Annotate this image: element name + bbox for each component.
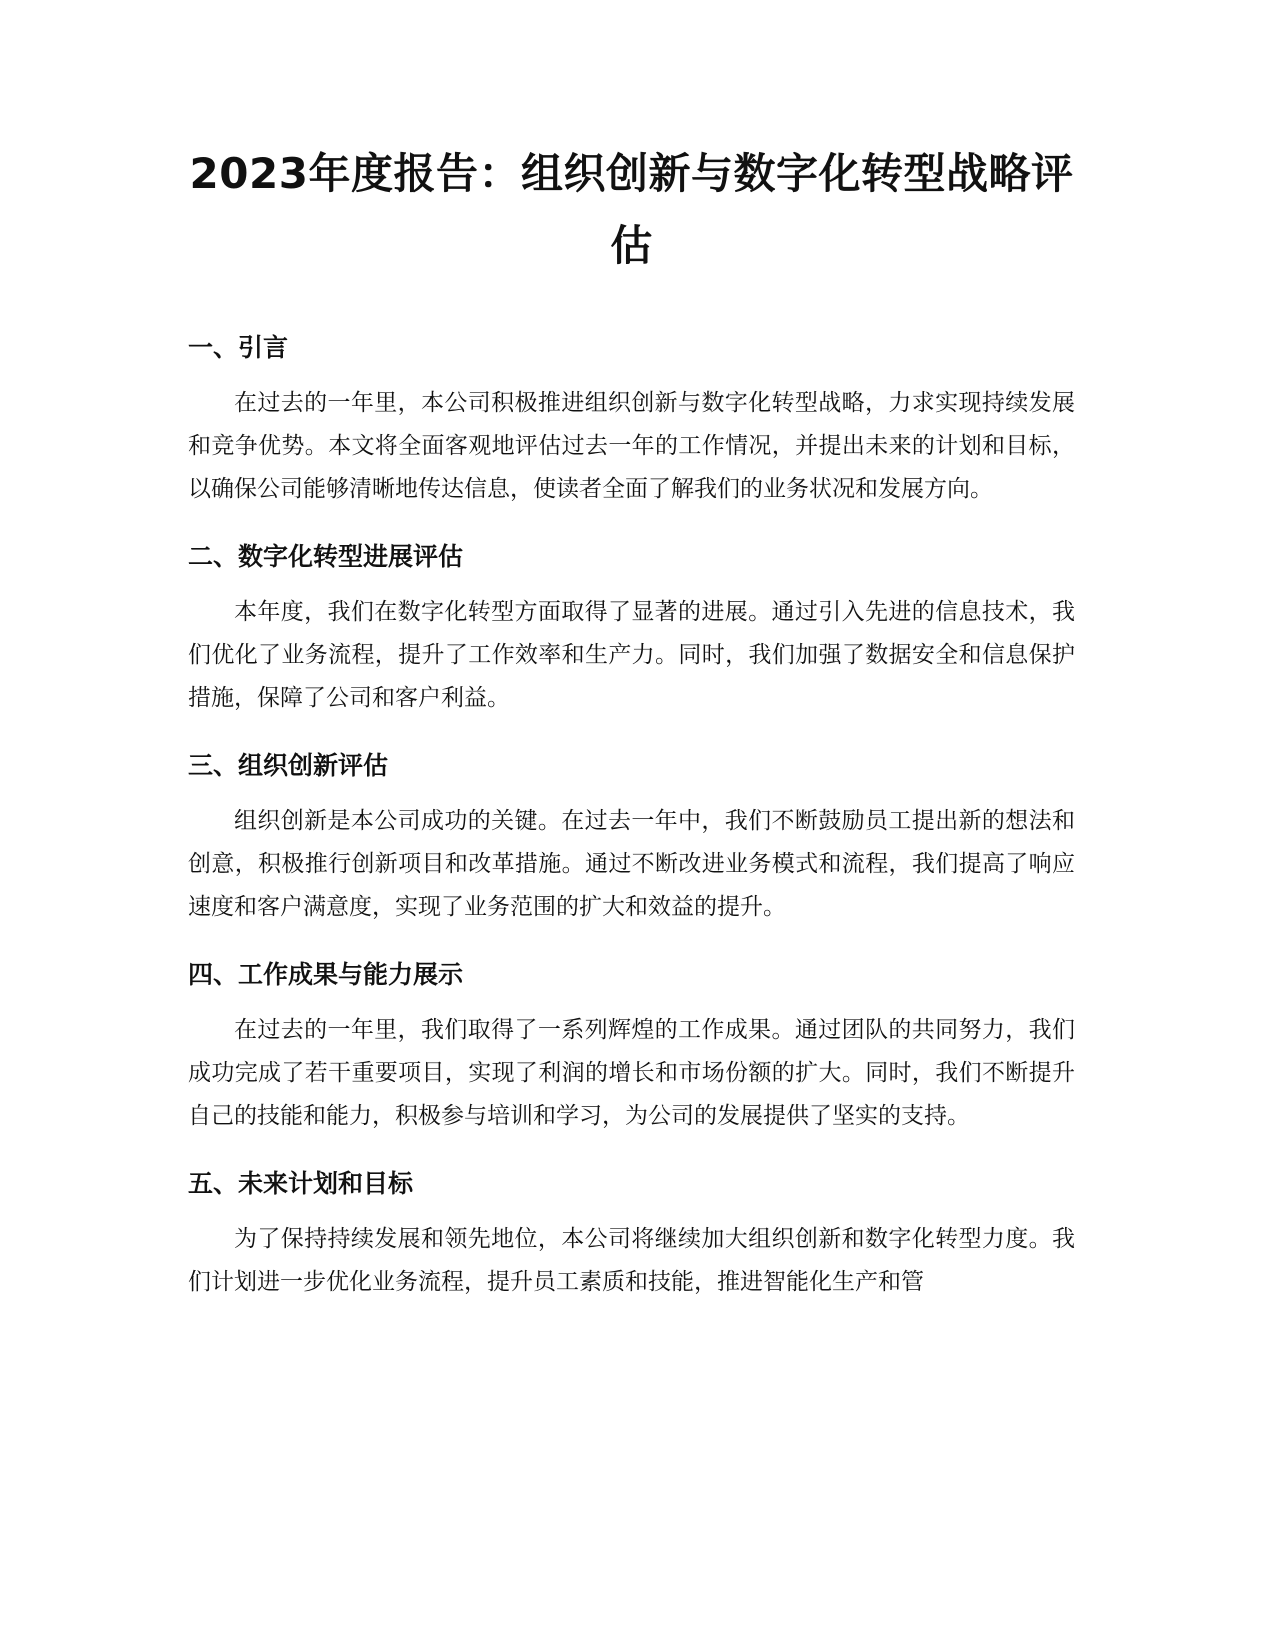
- section-paragraph-introduction: 在过去的一年里，本公司积极推进组织创新与数字化转型战略，力求实现持续发展和竞争优势。本文将全面客观地评估过去一年的工作情况，并提出未来的计划和目标，以确保公司能够清晰地传达信息，使读者全面了解我们的业务状况和发展方向。: [188, 390, 1075, 502]
- section-paragraph-organizational-innovation: 组织创新是本公司成功的关键。在过去一年中，我们不断鼓励员工提出新的想法和创意，积极推行创新项目和改革措施。通过不断改进业务模式和流程，我们提高了响应速度和客户满意度，实现了业务范围的扩大和效益的提升。: [188, 808, 1075, 920]
- document-title: 2023年度报告：组织创新与数字化转型战略评估: [189, 149, 1074, 270]
- section-heading-future-plans: 五、未来计划和目标: [188, 1169, 414, 1198]
- section-heading-achievements: 四、工作成果与能力展示: [188, 960, 464, 989]
- section-heading-introduction: 一、引言: [188, 333, 289, 362]
- section-heading-organizational-innovation: 三、组织创新评估: [188, 751, 389, 780]
- section-paragraph-achievements: 在过去的一年里，我们取得了一系列辉煌的工作成果。通过团队的共同努力，我们成功完成了若干重要项目，实现了利润的增长和市场份额的扩大。同时，我们不断提升自己的技能和能力，积极参与培训和学习，为公司的发展提供了坚实的支持。: [188, 1017, 1075, 1129]
- section-paragraph-future-plans: 为了保持持续发展和领先地位，本公司将继续加大组织创新和数字化转型力度。我们计划进一步优化业务流程，提升员工素质和技能，推进智能化生产和管: [188, 1226, 1075, 1295]
- section-paragraph-digital-transformation: 本年度，我们在数字化转型方面取得了显著的进展。通过引入先进的信息技术，我们优化了业务流程，提升了工作效率和生产力。同时，我们加强了数据安全和信息保护措施，保障了公司和客户利益。: [188, 599, 1075, 711]
- section-heading-digital-transformation: 二、数字化转型进展评估: [188, 542, 464, 571]
